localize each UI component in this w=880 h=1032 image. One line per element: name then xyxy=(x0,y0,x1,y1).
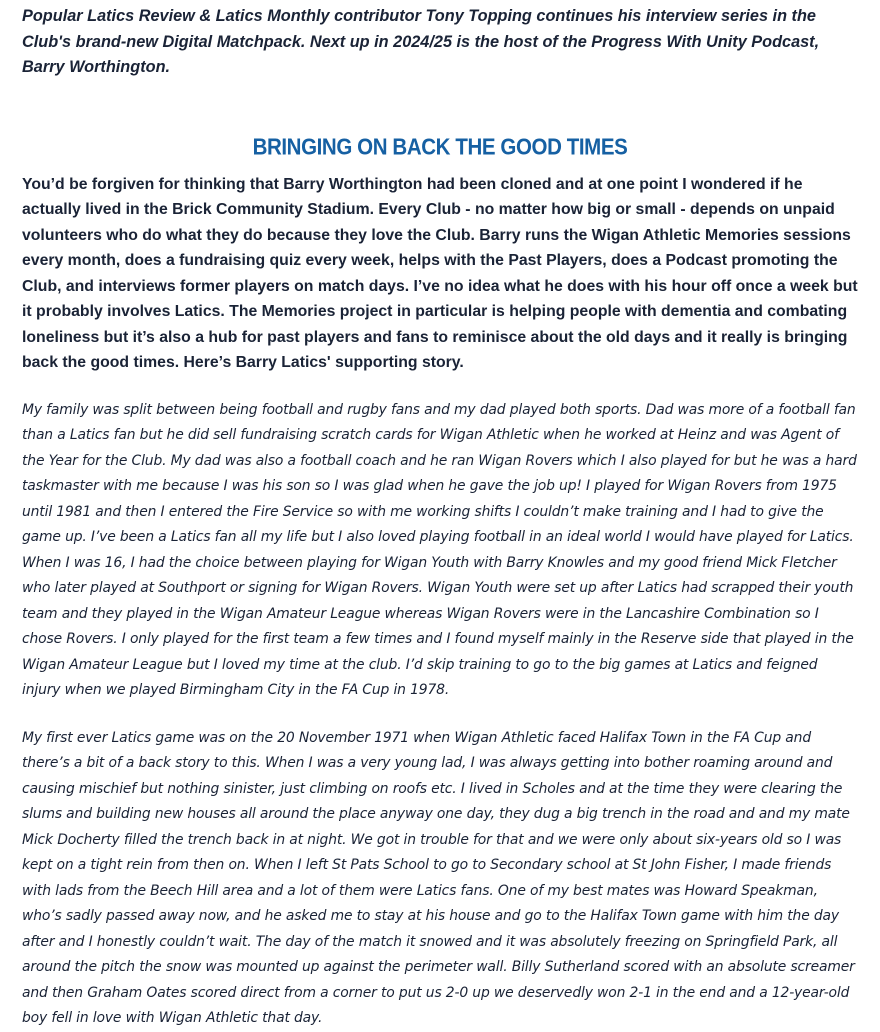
article-intro: Popular Latics Review & Latics Monthly contributor Tony Topping continues his interview series in the Club's brand-new Digital Matchpack. Next up in 2024/25 is the host of the Progress With Unity Podcast, Barry Worthington. xyxy=(22,7,820,76)
article-lead-paragraph: You’d be forgiven for thinking that Barry Worthington had been cloned and at one point I wondered if he actually lived in the Brick Community Stadium. Every Club - no matter how big or small - depends on unpaid volunteers who do what they do because they love the Club. Barry runs the Wigan Athletic Memories sessions every month, does a fundraising quiz every week, helps with the Past Players, does a Podcast promoting the Club, and interviews former players on match days. I’ve no idea what he does with his hour off once a week but it probably involves Latics. The Memories project in particular is helping people with dementia and combating loneliness but it’s also a hub for past players and fans to reminisce about the old days and it really is bringing back the good times. Here’s Barry Latics' supporting story. xyxy=(22,175,858,371)
section-heading: BRINGING ON BACK THE GOOD TIMES xyxy=(252,134,628,160)
story-paragraph-family: My family was split between being football and rugby fans and my dad played both sports. Dad was more of a football fan than a Latics fan but he did sell fundraising scratch cards for Wigan Athletic when he worked at Heinz and was Agent of the Year for the Club. My dad was also a football coach and he ran Wigan Rovers which I also played for but he was a hard taskmaster with me because I was his son so I was glad when he gave the job up! I played for Wigan Rovers from 1975 until 1981 and then I entered the Fire Service so with me working shifts I couldn’t make training and I had to give the game up. I’ve been a Latics fan all my life but I also loved playing football in an ideal world I would have played for Latics. When I was 16, I had the choice between playing for Wigan Youth with Barry Knowles and my good friend Mick Fletcher who later played at Southport or signing for Wigan Rovers. Wigan Youth were set up after Latics had scrapped their youth team and they played in the Wigan Amateur League whereas Wigan Rovers were in the Lancashire Combination so I chose Rovers. I only played for the first team a few times and I found myself mainly in the Reserve side that played in the Wigan Amateur League but I loved my time at the club. I’d skip training to go to the big games at Latics and feigned injury when we played Birmingham City in the FA Cup in 1978. xyxy=(22,401,857,698)
story-paragraph-first-game: My first ever Latics game was on the 20 November 1971 when Wigan Athletic faced Halifax Town in the FA Cup and there’s a bit of a back story to this. When I was a very young lad, I was always getting into bother roaming around and causing mischief but nothing sinister, just climbing on roofs etc. I lived in Scholes and at the time they were clearing the slums and building new houses all around the place anyway one day, they dug a big trench in the road and and my mate Mick Docherty filled the trench back in at night. We got in trouble for that and we were only about six-years old so I was kept on a tight rein from then on. When I left St Pats School to go to Secondary school at St John Fisher, I made friends with lads from the Beech Hill area and a lot of them were Latics fans. One of my best mates was Howard Speakman, who’s sadly passed away now, and he asked me to stay at his house and go to the Halifax Town game with him the day after and I honestly couldn’t wait. The day of the match it snowed and it was absolutely freezing on Springfield Park, all around the pitch the snow was mounted up against the perimeter wall. Billy Sutherland scored with an absolute screamer and then Graham Oates scored direct from a corner to put us 2-0 up we deservedly won 2-1 in the end and a 12-year-old boy fell in love with Wigan Athletic that day. xyxy=(22,729,855,1026)
